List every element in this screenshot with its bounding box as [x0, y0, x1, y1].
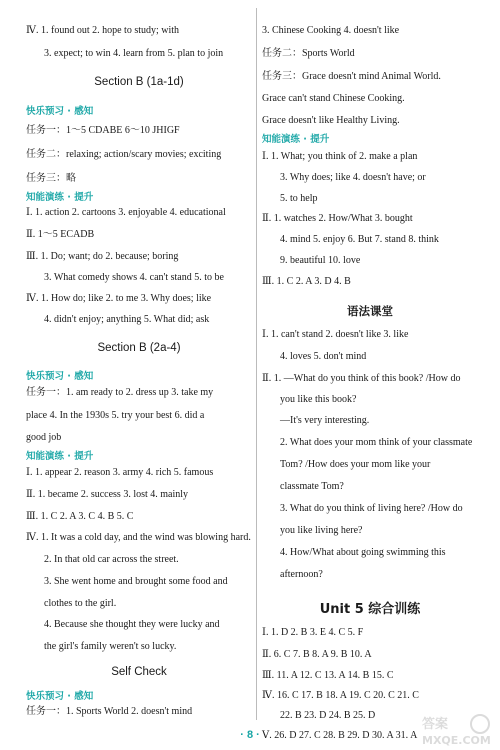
answer-line: Ⅱ. 1～5 ECADB	[26, 229, 95, 240]
answer-line: Ⅲ. 1. C 2. A 3. D 4. B	[262, 276, 351, 287]
answer-line: Ⅱ. 1. —What do you think of this book? /How do	[262, 373, 461, 384]
answer-line: —It's very interesting.	[280, 415, 370, 426]
answer-line: 任务一：1. am ready to 2. dress up 3. take my	[26, 387, 214, 398]
answer-line: 4. mind 5. enjoy 6. But 7. stand 8. think	[280, 234, 439, 245]
column-divider	[256, 8, 257, 720]
section-heading: 语法课堂	[347, 304, 393, 318]
answer-line: 任务三：略	[26, 173, 76, 184]
answer-line: good job	[26, 432, 62, 443]
answer-line: Ⅱ. 1. became 2. success 3. lost 4. mainly	[26, 489, 189, 500]
section-tag: 知能演练 · 提升	[26, 192, 94, 203]
answer-line: Ⅱ. 6. C 7. B 8. A 9. B 10. A	[262, 649, 372, 660]
answer-line: 3. Why does; like 4. doesn't have; or	[280, 172, 426, 183]
answer-line: place 4. In the 1930s 5. try your best 6. did a	[26, 410, 205, 421]
answer-line: 2. In that old car across the street.	[44, 554, 179, 565]
page-number: · 8 ·	[240, 729, 260, 741]
answer-line: Ⅰ. 1. action 2. cartoons 3. enjoyable 4. educational	[26, 207, 226, 218]
section-heading: Self Check	[111, 666, 167, 678]
answer-line: you like living here?	[280, 525, 363, 536]
section-tag: 快乐预习 · 感知	[26, 371, 94, 382]
answer-line: 22. B 23. D 24. B 25. D	[280, 710, 376, 721]
answer-line: 9. beautiful 10. love	[280, 255, 361, 266]
answer-line: the girl's family weren't so lucky.	[44, 641, 177, 652]
section-tag: 快乐预习 · 感知	[26, 691, 94, 702]
answer-line: 3. Chinese Cooking 4. doesn't like	[262, 25, 400, 36]
answer-line: 任务二：relaxing; action/scary movies; exciting	[26, 149, 222, 160]
answer-line: Ⅲ. 11. A 12. C 13. A 14. B 15. C	[262, 670, 394, 681]
answer-line: Ⅳ. 1. It was a cold day, and the wind was blowing hard.	[26, 532, 251, 543]
answer-line: 3. What do you think of living here? /How do	[280, 503, 463, 514]
answer-line: 任务三：Grace doesn't mind Animal World.	[262, 71, 441, 82]
section-heading: Section B (1a-1d)	[94, 76, 184, 88]
section-tag: 快乐预习 · 感知	[26, 106, 94, 117]
section-heading: Section B (2a-4)	[97, 342, 181, 354]
answer-line: afternoon?	[280, 569, 323, 580]
answer-line: 4. How/What about going swimming this	[280, 547, 446, 558]
answer-line: clothes to the girl.	[44, 598, 117, 609]
answer-line: Ⅳ. 1. found out 2. hope to study; with	[26, 25, 180, 36]
answer-line: 5. to help	[280, 193, 318, 204]
answer-line: 3. She went home and brought some food and	[44, 576, 228, 587]
answer-line: 任务二：Sports World	[262, 48, 355, 59]
answer-line: Ⅳ. 16. C 17. B 18. A 19. C 20. C 21. C	[262, 690, 419, 701]
answer-line: Tom? /How does your mom like your	[280, 459, 431, 470]
answer-line: 2. What does your mom think of your classmate	[280, 437, 473, 448]
answer-line: Ⅲ. 1. Do; want; do 2. because; boring	[26, 251, 179, 262]
unit-heading: Unit 5 综合训练	[319, 602, 421, 617]
answer-line: you like this book?	[280, 394, 357, 405]
svg-text:答案: 答案	[422, 717, 449, 732]
answer-line: 3. What comedy shows 4. can't stand 5. to be	[44, 272, 224, 283]
answer-line: Ⅳ. 1. How do; like 2. to me 3. Why does; like	[26, 293, 212, 304]
answer-line: 4. didn't enjoy; anything 5. What did; ask	[44, 314, 210, 325]
answer-line: Grace doesn't like Healthy Living.	[262, 115, 400, 126]
answer-line: Ⅰ. 1. What; you think of 2. make a plan	[262, 151, 418, 162]
answer-line: Ⅲ. 1. C 2. A 3. C 4. B 5. C	[26, 511, 134, 522]
watermark-logo	[420, 712, 494, 748]
answer-line: 3. expect; to win 4. learn from 5. plan to join	[44, 48, 224, 59]
section-tag: 知能演练 · 提升	[26, 451, 94, 462]
answer-line: Ⅰ. 1. D 2. B 3. E 4. C 5. F	[262, 627, 364, 638]
answer-line: Grace can't stand Chinese Cooking.	[262, 93, 405, 104]
answer-line: 4. loves 5. don't mind	[280, 351, 367, 362]
answer-line: 4. Because she thought they were lucky and	[44, 619, 220, 630]
answer-line: 任务一：1. Sports World 2. doesn't mind	[26, 706, 193, 717]
answer-line: 任务一：1～5 CDABE 6～10 JHIGF	[26, 125, 180, 136]
answer-line: Ⅴ. 26. D 27. C 28. B 29. D 30. A 31. A	[262, 730, 418, 741]
section-tag: 知能演练 · 提升	[262, 134, 330, 145]
answer-line: Ⅰ. 1. can't stand 2. doesn't like 3. like	[262, 329, 409, 340]
answer-line: classmate Tom?	[280, 481, 344, 492]
svg-text:MXQE.COM: MXQE.COM	[422, 734, 491, 747]
answer-line: Ⅰ. 1. appear 2. reason 3. army 4. rich 5. famous	[26, 467, 214, 478]
answer-line: Ⅱ. 1. watches 2. How/What 3. bought	[262, 213, 413, 224]
